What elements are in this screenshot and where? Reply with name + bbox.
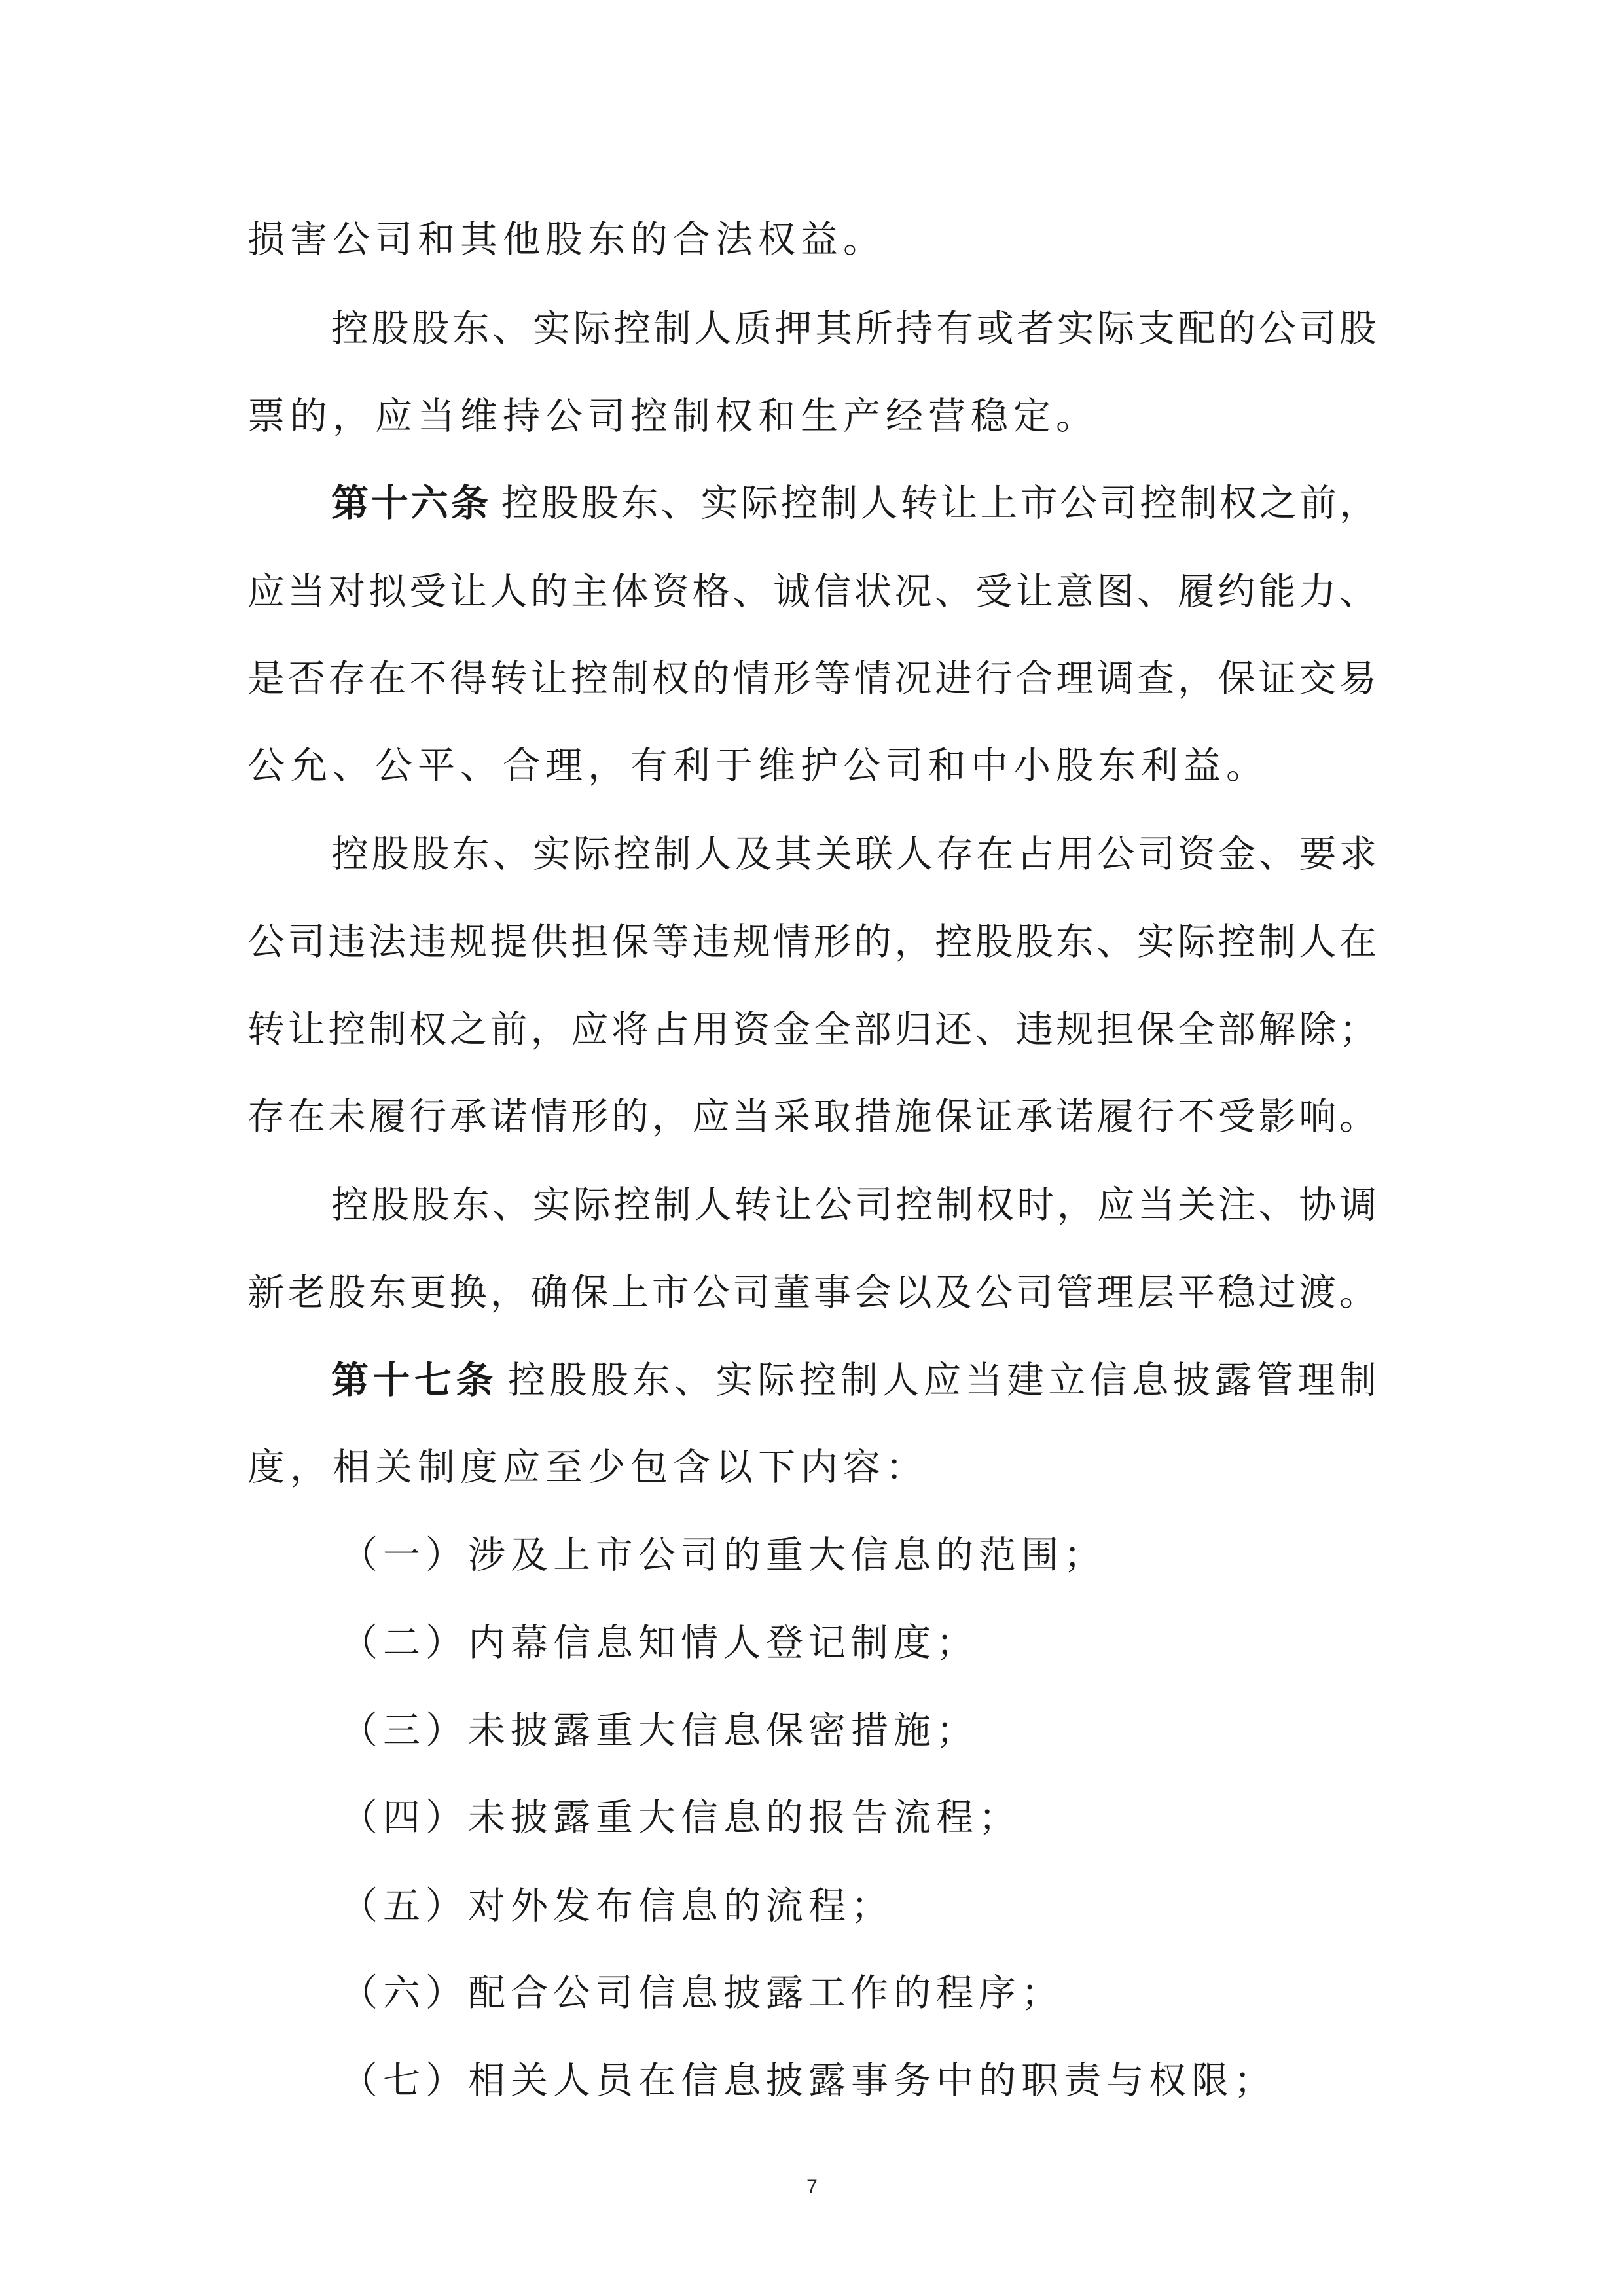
paragraph-line: 公司违法违规提供担保等违规情形的，控股股东、实际控制人在 [247, 920, 1377, 963]
paragraph-line: 存在未履行承诺情形的，应当采取措施保证承诺履行不受影响。 [247, 1095, 1377, 1138]
list-item: （二）内幕信息知情人登记制度； [340, 1621, 979, 1664]
list-item: （五）对外发布信息的流程； [340, 1884, 893, 1928]
article-16-title: 第十六条 [331, 482, 491, 525]
paragraph-line: 新老股东更换，确保上市公司董事会以及公司管理层平稳过渡。 [247, 1271, 1377, 1314]
list-item: （三）未披露重大信息保密措施； [340, 1709, 979, 1752]
paragraph-line: 是否存在不得转让控制权的情形等情况进行合理调查，保证交易 [247, 657, 1377, 700]
paragraph-line: 转让控制权之前，应将占用资金全部归还、违规担保全部解除； [247, 1008, 1377, 1051]
list-item: （六）配合公司信息披露工作的程序； [340, 1971, 1064, 2015]
paragraph-line: 票的，应当维持公司控制权和生产经营稳定。 [247, 395, 1098, 438]
list-item: （四）未披露重大信息的报告流程； [340, 1796, 1021, 1839]
article-16-first-line [331, 480, 1377, 526]
article-17-title: 第十七条 [331, 1359, 497, 1402]
paragraph-line: 损害公司和其他股东的合法权益。 [247, 218, 886, 261]
paragraph-line: 控股股东、实际控制人质押其所持有或者实际支配的公司股 [331, 307, 1377, 350]
page-number: 7 [806, 2176, 818, 2198]
paragraph-line: 控股股东、实际控制人转让公司控制权时，应当关注、协调 [331, 1183, 1377, 1227]
article-17-first-line [331, 1357, 1377, 1403]
list-item: （一）涉及上市公司的重大信息的范围； [340, 1534, 1106, 1577]
paragraph-line: 度，相关制度应至少包含以下内容： [247, 1446, 928, 1489]
article-16-text: 控股股东、实际控制人转让上市公司控制权之前， [501, 482, 1377, 525]
paragraph-line: 控股股东、实际控制人及其关联人存在占用公司资金、要求 [331, 833, 1377, 876]
paragraph-line: 应当对拟受让人的主体资格、诚信状况、受让意图、履约能力、 [247, 570, 1377, 613]
article-17-text: 控股股东、实际控制人应当建立信息披露管理制 [508, 1359, 1377, 1402]
list-item: （七）相关人员在信息披露事务中的职责与权限； [340, 2059, 1276, 2102]
paragraph-line: 公允、公平、合理，有利于维护公司和中小股东利益。 [247, 744, 1269, 787]
